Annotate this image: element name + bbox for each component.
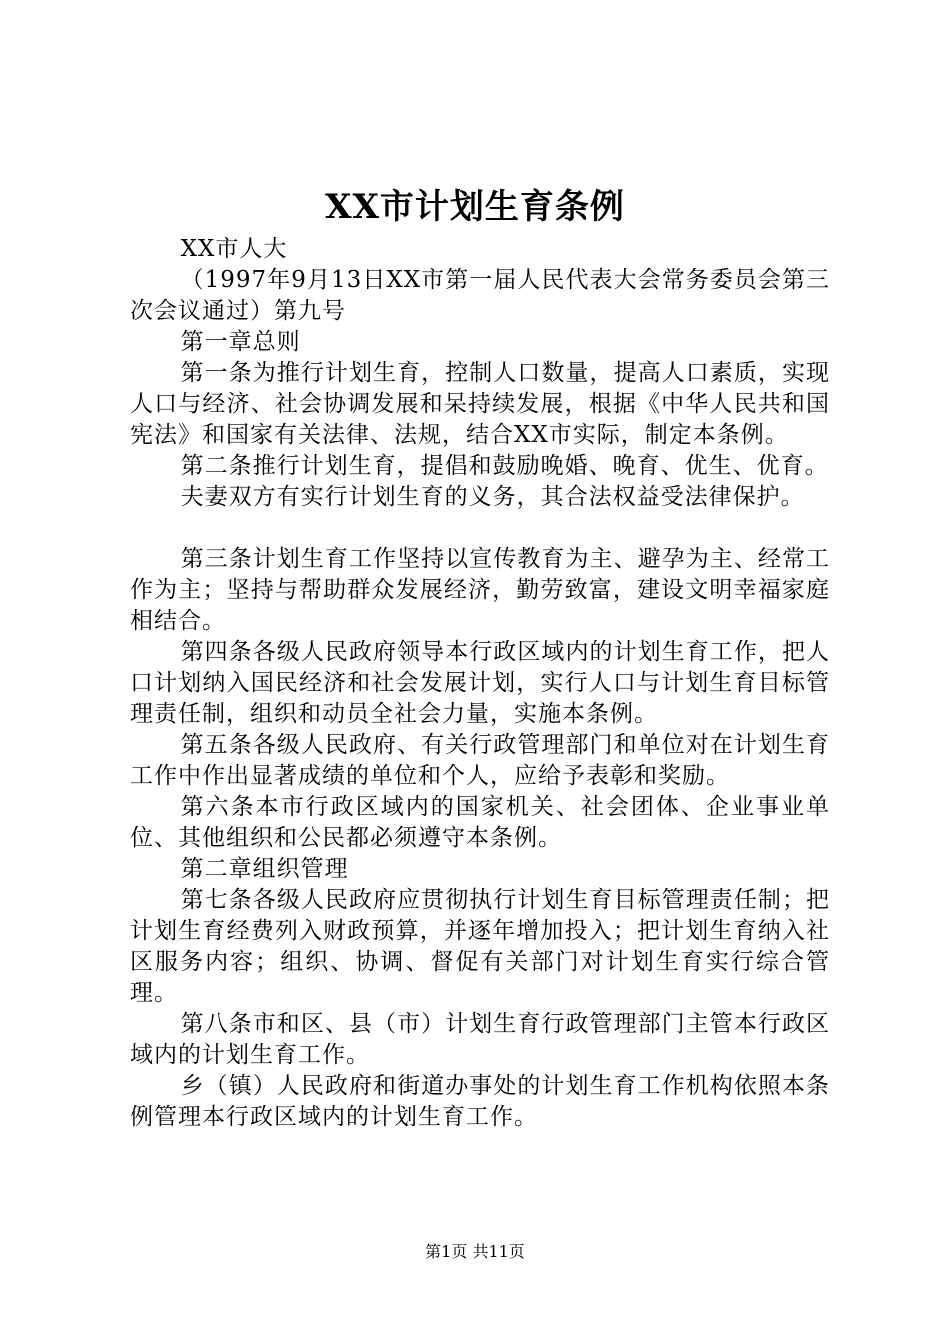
chapter-heading: 第一章总则	[180, 329, 301, 355]
article-paragraph: 第一条为推行计划生育，控制人口数量，提高人口素质，实现人口与经济、社会协调发展和呆持续发展，根据《中华人民共和国宪法》和国家有关法律、法规，结合XX市实际，制定本条例。	[130, 360, 830, 448]
document-title: XX市计划生育条例	[325, 187, 625, 227]
document-body	[130, 234, 830, 1133]
article-paragraph: 夫妻双方有实行计划生育的义务，其合法权益受法律保护。	[180, 484, 805, 510]
adoption-note: （1997年9月13日XX市第一届人民代表大会常务委员会第三次会议通过）第九号	[130, 267, 830, 324]
article-paragraph: 乡（镇）人民政府和街道办事处的计划生育工作机构依照本条例管理本行政区域内的计划生育工作。	[130, 1073, 830, 1130]
article-paragraph: 第二条推行计划生育，提倡和鼓励晚婚、晚育、优生、优育。	[180, 453, 829, 479]
article-paragraph: 第八条市和区、县（市）计划生育行政管理部门主管本行政区域内的计划生育工作。	[130, 1011, 830, 1068]
issuer-line: XX市人大	[180, 236, 288, 262]
article-paragraph: 第四条各级人民政府领导本行政区域内的计划生育工作，把人口计划纳入国民经济和社会发展计划，实行人口与计划生育目标管理责任制，组织和动员全社会力量，实施本条例。	[130, 639, 830, 727]
article-paragraph: 第五条各级人民政府、有关行政管理部门和单位对在计划生育工作中作出显著成绩的单位和个人，应给予表彰和奖励。	[130, 732, 830, 789]
article-paragraph: 第七条各级人民政府应贯彻执行计划生育目标管理责任制；把计划生育经费列入财政预算，并逐年增加投入；把计划生育纳入社区服务内容；组织、协调、督促有关部门对计划生育实行综合管理。	[130, 887, 830, 1006]
article-paragraph: 第六条本市行政区域内的国家机关、社会团体、企业事业单位、其他组织和公民都必须遵守本条例。	[130, 794, 830, 851]
page-footer: 第1页 共11页	[425, 1242, 525, 1261]
chapter-heading: 第二章组织管理	[180, 856, 349, 882]
article-paragraph: 第三条计划生育工作坚持以宣传教育为主、避孕为主、经常工作为主；坚持与帮助群众发展经济，勤劳致富，建设文明幸福家庭相结合。	[130, 546, 830, 634]
